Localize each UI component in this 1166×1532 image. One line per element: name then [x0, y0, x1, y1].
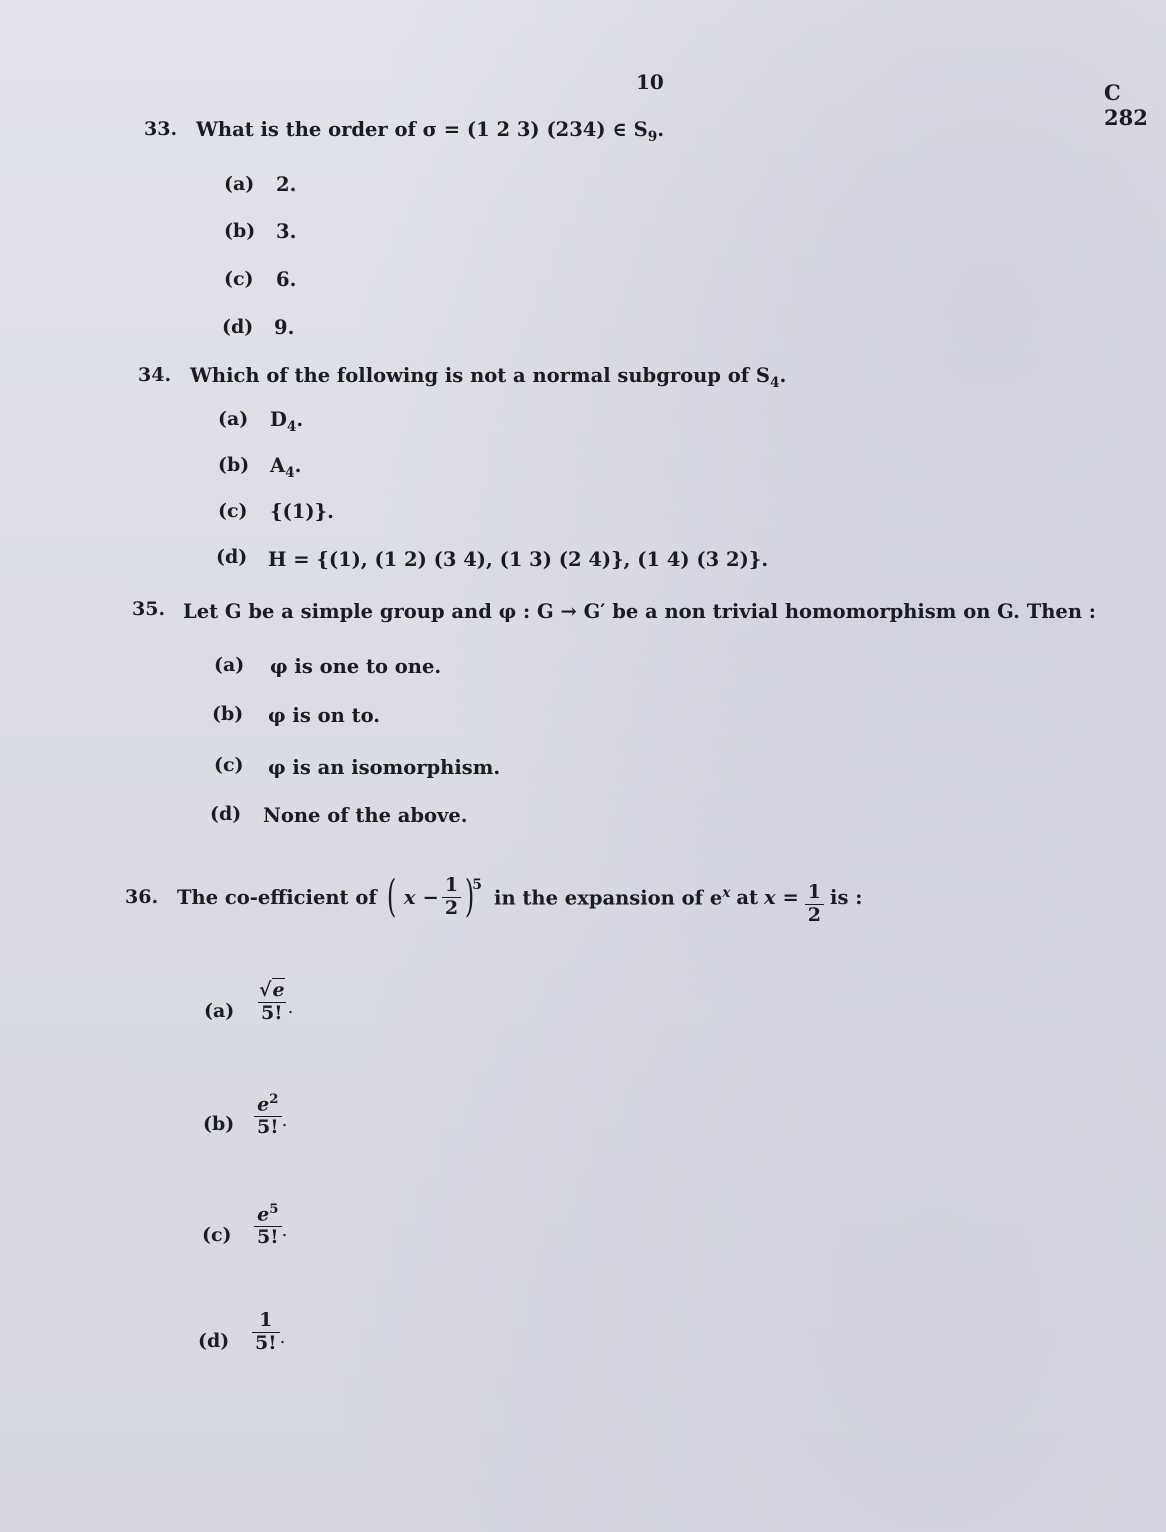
- q33-option-a-text: 2.: [276, 173, 297, 196]
- expr-minus: −: [422, 885, 439, 909]
- q34-option-c-letter: (c): [218, 500, 248, 522]
- q36-option-b-fraction: [254, 1092, 282, 1139]
- q33-option-b-text: 3.: [276, 220, 297, 243]
- question-35-text: Let G be a simple group and φ : G → G′ be a non trivial homomorphism on G. Then :: [183, 600, 1096, 623]
- q34-option-a-text: [270, 408, 303, 435]
- q36-option-d-letter: (d): [198, 1330, 230, 1352]
- question-34-subscript: 4: [769, 374, 780, 391]
- q36-option-c-sup: 5: [269, 1202, 279, 1217]
- question-36-expression: [383, 871, 483, 922]
- q36-option-c-value: [254, 1202, 287, 1249]
- q34-option-a-main: D: [270, 408, 287, 431]
- expr-fraction-numerator: 1: [444, 873, 459, 896]
- q35-option-a-letter: (a): [214, 654, 245, 676]
- question-36-eq-fraction: [805, 882, 824, 927]
- q36-option-a-value: [256, 980, 293, 1025]
- question-36-text-start: The co-efficient of: [177, 885, 377, 909]
- question-33-text-end: .: [657, 118, 664, 141]
- question-33-number: 33.: [144, 118, 178, 140]
- question-36-text: [177, 866, 862, 928]
- q36-option-d-period: .: [279, 1326, 286, 1348]
- q36-option-d-numerator: 1: [259, 1309, 273, 1331]
- question-36-text-end: is :: [830, 885, 863, 909]
- left-paren: (: [386, 871, 397, 922]
- q36-option-b-sup: 2: [269, 1092, 279, 1107]
- q34-option-a-letter: (a): [218, 408, 249, 430]
- q35-option-b-letter: (b): [212, 703, 244, 725]
- question-36-mid-sup: x: [722, 884, 731, 901]
- q36-option-c-numerator: [254, 1202, 281, 1226]
- q33-option-b-letter: (b): [224, 220, 256, 242]
- q36-option-b-base: e: [257, 1093, 270, 1116]
- q36-option-c-denominator: 5!: [254, 1226, 282, 1249]
- q36-option-b-letter: (b): [203, 1113, 235, 1135]
- q33-option-c-text: 6.: [276, 268, 297, 291]
- q36-option-a-fraction: [256, 980, 288, 1025]
- q36-option-b-value: [254, 1092, 287, 1139]
- q34-option-a-end: .: [296, 408, 304, 431]
- q36-option-b-period: .: [281, 1110, 288, 1131]
- question-36-mid-main: in the expansion of e: [494, 886, 723, 910]
- q36-option-a-letter: (a): [204, 1000, 235, 1022]
- q35-option-d-text: None of the above.: [263, 804, 468, 827]
- q34-option-b-end: .: [294, 454, 302, 477]
- q34-option-b-main: A: [270, 454, 286, 477]
- q35-option-a-text: φ is one to one.: [270, 655, 442, 678]
- q36-option-a-period: .: [287, 996, 294, 1018]
- q36-option-c-period: .: [281, 1220, 288, 1241]
- question-33-text: [196, 118, 664, 145]
- q36-option-a-denominator: 5!: [258, 1002, 286, 1025]
- q34-option-b-text: [270, 454, 301, 481]
- q33-option-c-letter: (c): [224, 268, 254, 290]
- q36-option-d-denominator: 5!: [252, 1332, 280, 1355]
- question-36-text-mid: [494, 885, 730, 910]
- question-36-text-at: at: [736, 885, 759, 909]
- question-36-number: 36.: [125, 886, 159, 908]
- q34-option-b-letter: (b): [218, 454, 250, 476]
- q33-option-a-letter: (a): [224, 173, 255, 195]
- right-paren: ): [464, 871, 475, 922]
- q35-option-b-text: φ is on to.: [268, 704, 381, 727]
- question-33-text-main: What is the order of σ = (1 2 3) (234) ∈ S: [196, 118, 648, 141]
- q36-option-a-numerator: √e: [259, 979, 285, 1001]
- question-34-number: 34.: [138, 364, 172, 386]
- question-33-subscript: 9: [647, 128, 658, 145]
- eq-fraction-numerator: 1: [807, 880, 822, 903]
- question-35-number: 35.: [132, 598, 166, 620]
- expr-x: x: [403, 885, 416, 909]
- q36-option-b-denominator: 5!: [254, 1116, 282, 1139]
- q33-option-d-text: 9.: [274, 316, 295, 339]
- q36-option-d-fraction: [252, 1310, 280, 1355]
- expr-power: 5: [472, 876, 483, 893]
- q35-option-d-letter: (d): [210, 803, 242, 825]
- q33-option-d-letter: (d): [222, 316, 254, 338]
- question-34-text: [190, 364, 786, 391]
- eq-fraction-denominator: 2: [805, 904, 824, 927]
- q34-option-d-letter: (d): [216, 546, 248, 568]
- q35-option-c-text: φ is an isomorphism.: [268, 756, 501, 779]
- q36-option-c-fraction: [254, 1202, 282, 1249]
- q36-option-d-value: [252, 1310, 285, 1355]
- page-number: 10: [636, 70, 664, 94]
- expr-fraction: [442, 875, 461, 920]
- q36-option-a-sqrt-content: e: [272, 979, 285, 1001]
- q34-option-a-sub: 4: [286, 418, 297, 435]
- paper-code: C 282: [1104, 80, 1148, 130]
- question-34-text-main: Which of the following is not a normal subgroup of S: [190, 364, 770, 387]
- q34-option-b-sub: 4: [285, 464, 295, 481]
- q34-option-d-text: H = {(1), (1 2) (3 4), (1 3) (2 4)}, (1 4) (3 2)}.: [268, 548, 769, 571]
- question-36-eq-x: x =: [764, 885, 799, 909]
- q36-option-c-letter: (c): [202, 1224, 232, 1246]
- q35-option-c-letter: (c): [214, 754, 244, 776]
- q36-option-c-base: e: [257, 1203, 270, 1226]
- q34-option-c-text: {(1)}.: [270, 500, 334, 523]
- expr-fraction-denominator: 2: [442, 897, 461, 920]
- q36-option-b-numerator: [254, 1092, 281, 1116]
- question-34-text-end: .: [779, 364, 787, 387]
